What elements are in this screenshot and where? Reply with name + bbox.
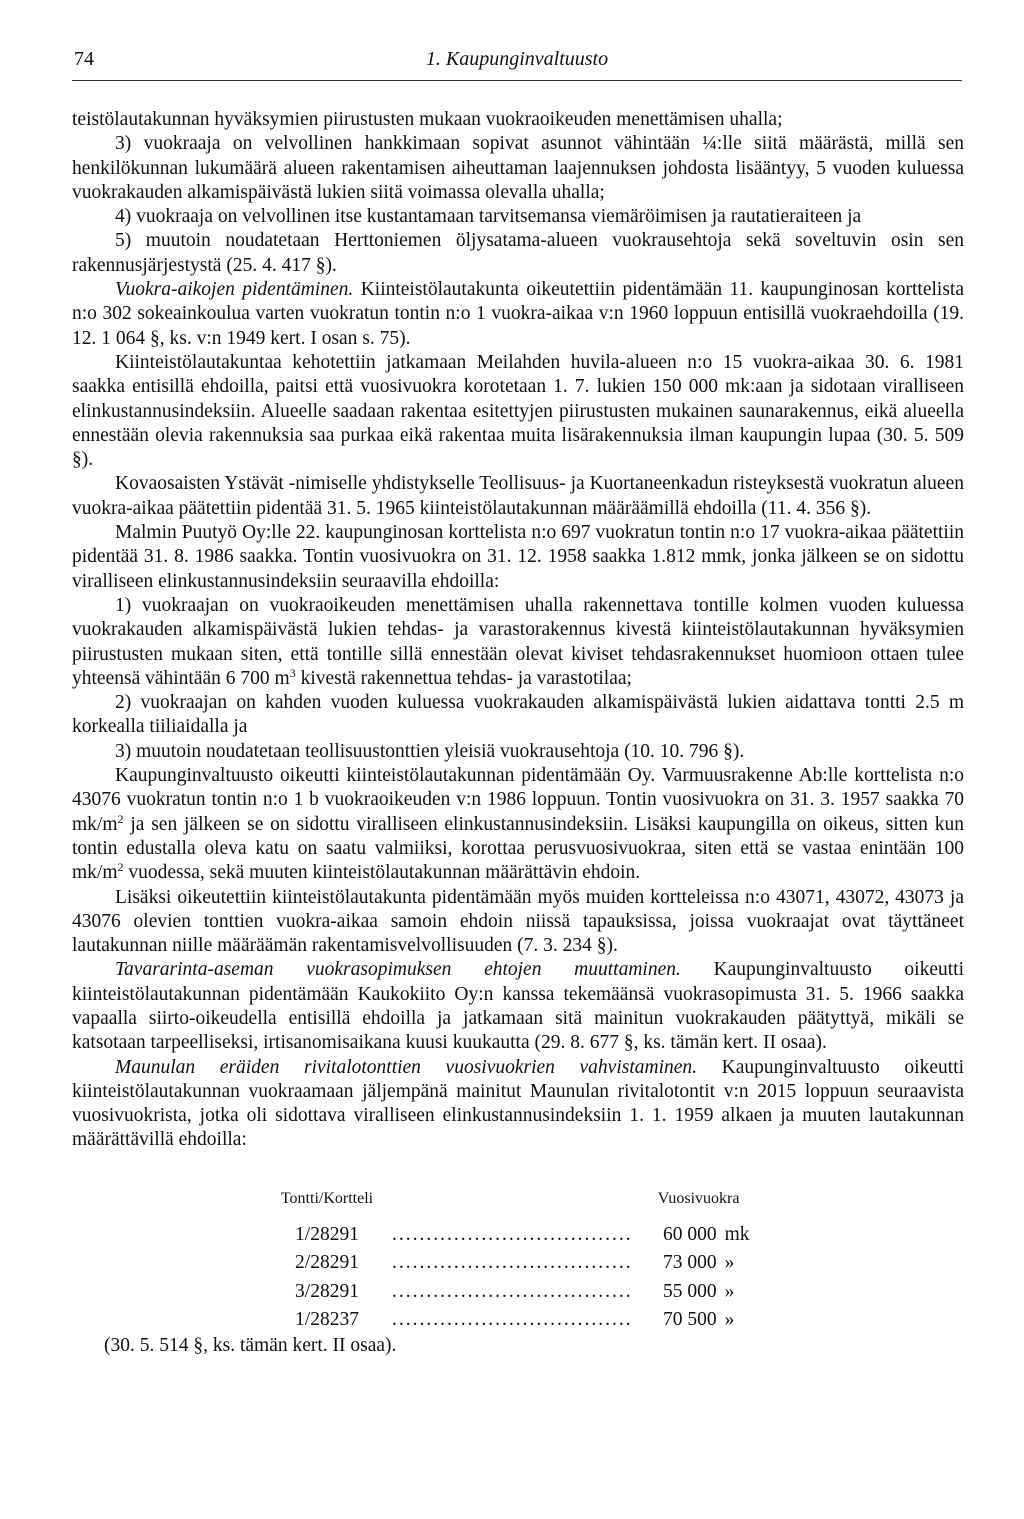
dot-leader: ................................... — [392, 1280, 633, 1302]
text-run: 1) vuokraajan on vuokraoikeuden menettämisen uhalla rakennettava tontille kolmen vuoden kuluessa vuokrakauden alkamispäivästä lukien tehdas- ja varastorakennus kivestä kiinteistölautakunnan hyväksymien piirustusten mukaan siten, että tontille sillä ennestään olevat kiviset tehdasrakennukset huomioon ottaen tulee yhteensä vähintään 6 700 m — [72, 594, 964, 689]
paragraph — [72, 594, 964, 691]
text-run: vuodessa, sekä muuten kiinteistölautakunnan määrättävin ehdoin. — [123, 862, 641, 884]
text-run: 3) vuokraaja on velvollinen hankkimaan sopivat asunnot vähintään ¼:lle siitä määrästä, millä sen henkilökunnan lukumäärä alueen rakentamisen aiheuttaman laajennuksen johdosta lisääntyy, 5 vuoden kuluessa vuokrakauden alkamispäivästä lukien siitä voimassa olevalla uhalla; — [72, 133, 964, 203]
page-number: 74 — [74, 48, 94, 70]
paragraph — [72, 132, 964, 205]
paragraph — [72, 229, 964, 278]
paragraph — [72, 1056, 964, 1153]
spacer-column-header — [392, 1187, 633, 1221]
text-run: Lisäksi oikeutettiin kiinteistölautakunta pidentämään myös muiden kortteleissa n:o 43071, 43072, 43073 ja 43076 olevien tonttien vuokra-aikaa samoin ehdoin niissä tapauksissa, joissa vuokraajat ovat täyttäneet lautakunnan niille määräämän rakentamisvelvollisuuden (7. 3. 234 §). — [72, 886, 964, 957]
paragraph — [72, 278, 964, 351]
rent-cell: 60 000 — [663, 1224, 717, 1246]
paragraph — [72, 691, 964, 740]
unit-cell: » — [724, 1252, 735, 1274]
rent-cell: 55 000 — [663, 1280, 717, 1302]
text-run: ja sen jälkeen se on sidottu viralliseen elinkustannusindeksiin. Lisäksi kaupungilla on oikeus, sitten kun tontin edustalla oleva katu on saatu valmiiksi, korottaa perusvuosivuokraa, siten että se vastaa enintään 100 mk/m — [72, 813, 964, 884]
plot-cell: 3/28291 — [295, 1280, 359, 1302]
superscript: 2 — [117, 811, 124, 826]
plot-column-header: Tontti/Kortteli — [280, 1189, 374, 1207]
paragraph — [72, 521, 964, 594]
body-text — [72, 108, 964, 1359]
rent-table-body — [262, 1221, 765, 1334]
running-title: 1. Kaupunginvaltuusto — [425, 48, 609, 70]
text-run: Kiinteistölautakuntaa kehotettiin jatkamaan Meilahden huvila-alueen n:o 15 vuokra-aikaa 30. 6. 1981 saakka entisillä ehdoilla, paitsi että vuosivuokra korotetaan 1. 7. lukien 150 000 mk:aan ja sidotaan viralliseen elinkustannusindeksiin. Alueelle saadaan rakentaa esitettyjen piirustusten mukainen saunarakennus, eikä alueella ennestään olevia rakennuksia saa purkaa eikä rakentaa muita lisärakennuksia ilman kaupungin lupaa (30. 5. 509 §). — [72, 351, 964, 471]
text-run: Kaupunginvaltuusto oikeutti kiinteistölautakunnan vuokraamaan jäljempänä mainitut Maunulan rivitalotontit v:n 2015 loppuun seuraavista vuosivuokrista, jotka oli sidottava viralliseen elinkustannusindeksiin 1. 1. 1959 alkaen ja muuten lautakunnan määrättävillä ehdoilla: — [72, 1056, 964, 1151]
plot-cell: 1/28291 — [295, 1224, 359, 1246]
text-run: 4) vuokraaja on velvollinen itse kustantamaan tarvitsemansa viemäröimisen ja rautatieraiteen ja — [115, 206, 862, 228]
paragraph-list — [72, 108, 964, 1153]
text-run: Kaupunginvaltuusto oikeutti kiinteistölautakunnan pidentämään Oy. Varmuusrakenne Ab:lle korttelista n:o 43076 vuokratun tontin n:o 1 b vuokraoikeuden v:n 1986 loppuun. Tontin vuosivuokra on 31. 3. 1957 saakka 70 mk/m — [72, 765, 964, 835]
page-header — [72, 46, 962, 81]
section-heading: Maunulan eräiden rivitalotonttien vuosivuokrien vahvistaminen. — [115, 1056, 698, 1078]
unit-cell: » — [724, 1308, 735, 1330]
table-row — [262, 1306, 765, 1334]
dot-leader: ................................... — [392, 1308, 633, 1330]
table-row — [262, 1278, 765, 1306]
text-run: Kiinteistölautakunta oikeutettiin pidentämään 11. kaupunginosan korttelista n:o 302 sokeainkoulua varten vuokratun tontin n:o 1 vuokra-aikaa v:n 1960 loppuun entisillä vuokraehdoilla (19. 12. 1 064 §, ks. v:n 1949 kert. I osan s. 75). — [72, 279, 964, 349]
plot-cell: 1/28237 — [295, 1308, 359, 1330]
rent-column-header: Vuosivuokra — [657, 1189, 740, 1207]
text-run: 2) vuokraajan on kahden vuoden kuluessa vuokrakauden alkamispäivästä lukien aidattava tontti 2.5 m korkealla tiiliaidalla ja — [72, 692, 964, 738]
text-run: kivestä rakennettua tehdas- ja varastotilaa; — [295, 667, 632, 689]
unit-cell: » — [724, 1280, 735, 1302]
rent-table-header — [262, 1187, 765, 1221]
text-run: 5) muutoin noudatetaan Herttoniemen öljysatama-alueen vuokrausehtoja sekä soveltuvin osin sen rakennusjärjestystä (25. 4. 417 §). — [72, 230, 964, 276]
rent-cell: 73 000 — [663, 1252, 717, 1274]
plot-cell: 2/28291 — [295, 1252, 359, 1274]
dot-leader: ................................... — [392, 1224, 633, 1246]
section-heading: Vuokra-aikojen pidentäminen. — [115, 279, 354, 301]
paragraph — [72, 108, 964, 132]
paragraph — [72, 740, 964, 764]
paragraph — [72, 958, 964, 1055]
table-row — [262, 1249, 765, 1277]
paragraph — [72, 764, 964, 885]
text-run: teistölautakunnan hyväksymien piirustusten mukaan vuokraoikeuden menettämisen uhalla; — [72, 109, 783, 130]
unit-cell: mk — [724, 1224, 750, 1246]
superscript: 3 — [289, 665, 296, 680]
superscript: 2 — [117, 860, 124, 875]
section-heading: Tavararinta-aseman vuokrasopimuksen ehtojen muuttaminen. — [115, 959, 681, 981]
text-run: 3) muutoin noudatetaan teollisuustonttien yleisiä vuokrausehtoja (10. 10. 796 §). — [115, 740, 745, 762]
text-run: Kovaosaisten Ystävät -nimiselle yhdistykselle Teollisuus- ja Kuortaneenkadun risteyksestä vuokratun alueen vuokra-aikaa päätettiin pidentää 31. 5. 1965 kiinteistölautakunnan määräämillä ehdoilla (11. 4. 356 §). — [72, 473, 964, 519]
paragraph — [72, 351, 964, 472]
paragraph — [72, 205, 964, 229]
paragraph — [72, 472, 964, 521]
rent-cell: 70 500 — [663, 1308, 717, 1330]
table-row — [262, 1221, 765, 1249]
paragraph — [72, 886, 964, 959]
rent-table — [262, 1187, 765, 1334]
closing-reference: (30. 5. 514 §, ks. tämän kert. II osaa). — [104, 1335, 397, 1357]
text-run: Malmin Puutyö Oy:lle 22. kaupunginosan korttelista n:o 697 vuokratun tontin n:o 17 vuokra-aikaa päätettiin pidentää 31. 8. 1986 saakka. Tontin vuosivuokra on 31. 12. 1958 saakka 1.812 mmk, jonka jälkeen se on sidottu viralliseen elinkustannusindeksiin seuraavilla ehdoilla: — [72, 522, 964, 592]
text-run: Kaupunginvaltuusto oikeutti kiinteistölautakunnan pidentämään Kaukokiito Oy:n kanssa tekemäänsä vuokrasopimusta 31. 5. 1966 saakka vapaalla siirto-oikeudella entisillä ehdoilla ja jatkamaan sitä mainitun vuokrakauden päätyttyä, mikäli se katsotaan tarpeelliseksi, irtisanomisaikana kuusi kuukautta (29. 8. 677 §, ks. tämän kert. II osaa). — [72, 959, 964, 1054]
dot-leader: ................................... — [392, 1252, 633, 1274]
